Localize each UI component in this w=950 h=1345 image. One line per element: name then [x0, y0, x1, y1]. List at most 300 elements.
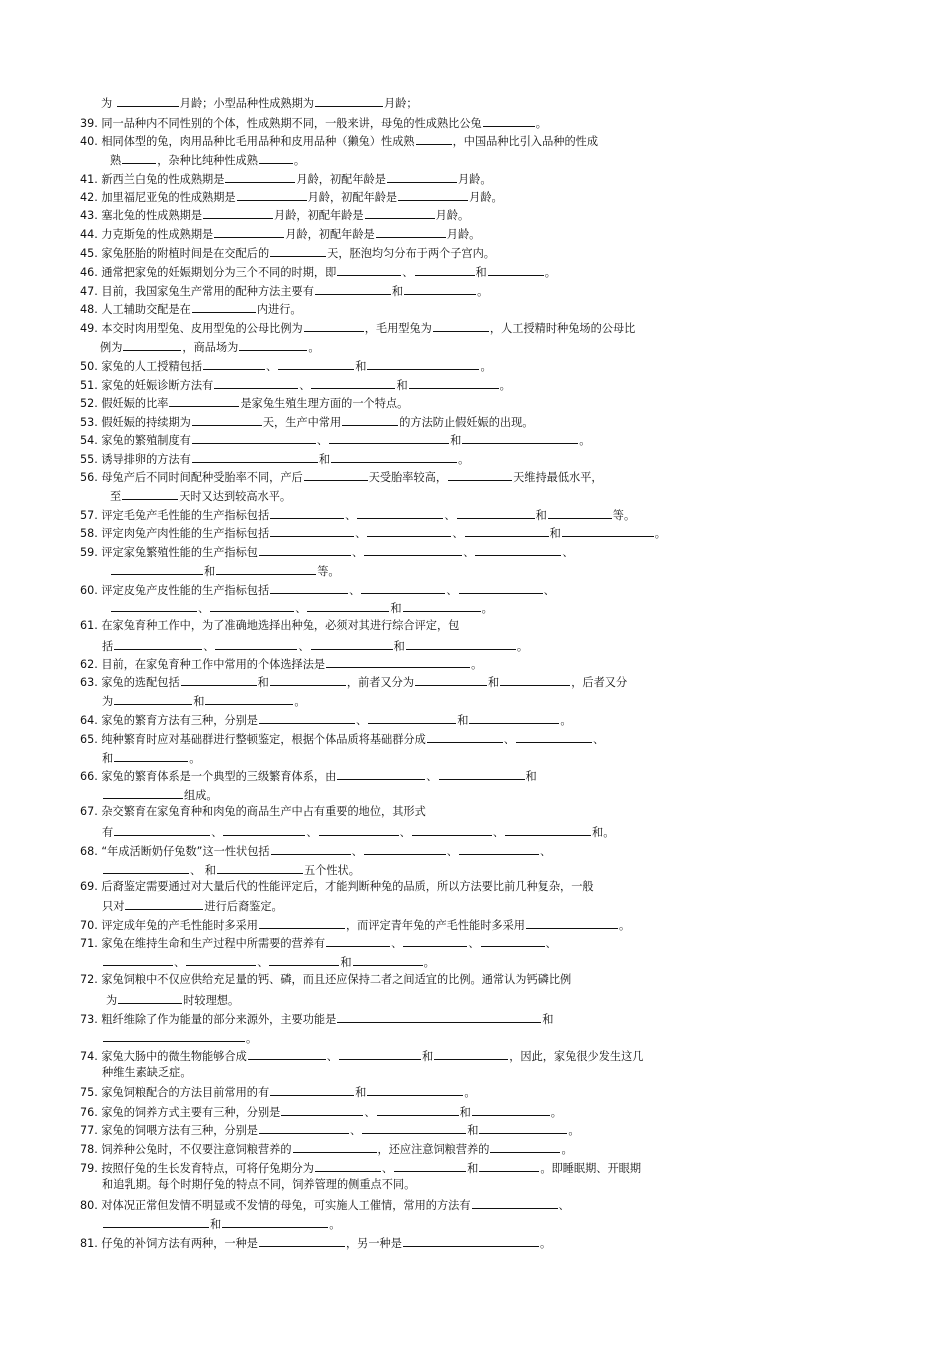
- question-text: ，而评定青年兔的产毛性能时多采用: [345, 919, 525, 932]
- question-text: 。: [516, 640, 529, 653]
- question-text: 54. 家兔的繁殖制度有: [80, 434, 191, 447]
- answer-blank[interactable]: [237, 189, 307, 201]
- question-line: [80, 320, 635, 336]
- question-line: [80, 189, 503, 205]
- answer-blank[interactable]: [259, 712, 355, 724]
- question-text: 和: [318, 453, 331, 466]
- question-line: [80, 451, 469, 467]
- question-text: 。: [477, 285, 489, 298]
- question-text: 、: [463, 546, 475, 559]
- answer-blank[interactable]: [186, 954, 256, 966]
- question-text: 、: [299, 379, 311, 392]
- question-text: 69. 后裔鉴定需要通过对大量后代的性能评定后，才能判断种兔的品质，所以方法要比前几种复杂，一般: [80, 880, 594, 893]
- answer-blank[interactable]: [394, 1160, 466, 1172]
- question-text: 天，胚泡均匀分布于两个子宫内。: [327, 247, 495, 260]
- question-line: [110, 563, 340, 579]
- question-line: [80, 656, 482, 672]
- question-line: [80, 880, 594, 894]
- question-text: 为: [102, 695, 114, 708]
- answer-blank[interactable]: [122, 152, 156, 164]
- question-line: [102, 1216, 340, 1232]
- answer-blank[interactable]: [457, 507, 535, 519]
- answer-blank[interactable]: [270, 1084, 354, 1096]
- question-text: 和: [396, 379, 408, 392]
- answer-blank[interactable]: [259, 1122, 349, 1134]
- question-line: [80, 805, 426, 819]
- question-text: 。: [471, 658, 483, 671]
- question-text: 49. 本交时肉用型兔、皮用型兔的公母比例为: [80, 322, 303, 335]
- question-text: 、: [349, 1124, 362, 1137]
- question-text: 、: [349, 584, 361, 597]
- question-text: 月龄。: [446, 228, 481, 241]
- answer-blank[interactable]: [114, 824, 210, 836]
- question-text: 70. 评定成年兔的产毛性能时多采用: [80, 919, 258, 932]
- answer-blank[interactable]: [459, 843, 539, 855]
- question-text: 和: [467, 1124, 479, 1137]
- question-line: [80, 1197, 570, 1213]
- question-line: [80, 582, 555, 598]
- question-line: [80, 1235, 551, 1251]
- answer-blank[interactable]: [259, 544, 351, 556]
- question-text: 、: [355, 527, 367, 540]
- answer-blank[interactable]: [367, 1084, 463, 1096]
- answer-blank[interactable]: [412, 824, 492, 836]
- answer-blank[interactable]: [403, 600, 481, 612]
- answer-blank[interactable]: [472, 1104, 550, 1116]
- answer-blank[interactable]: [337, 1011, 541, 1023]
- answer-blank[interactable]: [488, 264, 544, 276]
- answer-blank[interactable]: [483, 115, 535, 127]
- question-text: 、: [452, 527, 464, 540]
- answer-blank[interactable]: [331, 451, 457, 463]
- question-text: ，因此，家兔很少发生这几: [509, 1050, 644, 1063]
- question-text: 、: [174, 956, 186, 969]
- question-text: 和: [355, 1086, 367, 1099]
- answer-blank[interactable]: [304, 320, 364, 332]
- question-text: 、: [426, 770, 438, 783]
- answer-blank[interactable]: [269, 954, 339, 966]
- question-line: [80, 619, 459, 633]
- question-line: [102, 898, 283, 914]
- answer-blank[interactable]: [304, 469, 368, 481]
- answer-blank[interactable]: [270, 245, 326, 257]
- answer-blank[interactable]: [376, 226, 446, 238]
- question-text: 75. 家兔饲粮配合的方法目前常用的有: [80, 1086, 270, 1099]
- question-text: 、: [468, 937, 480, 950]
- question-text: 。: [539, 1237, 552, 1250]
- answer-blank[interactable]: [293, 1141, 377, 1153]
- question-text: 月龄。: [435, 209, 470, 222]
- question-text: 、: [355, 714, 368, 727]
- answer-blank[interactable]: [214, 377, 298, 389]
- question-text: 、: [562, 546, 574, 559]
- question-text: 、: [326, 1050, 338, 1063]
- question-text: 。: [619, 919, 631, 932]
- question-text: 和: [422, 1050, 434, 1063]
- answer-blank[interactable]: [500, 674, 570, 686]
- question-text: 55. 诱导排卵的方法有: [80, 453, 191, 466]
- question-text: 77. 家兔的饲喂方法有三种，分别是: [80, 1124, 258, 1137]
- question-line: [102, 1030, 257, 1046]
- question-text: 59. 评定家兔繁殖性能的生产指标包: [80, 546, 258, 559]
- question-text: ，商品场为: [182, 341, 239, 354]
- question-line: [110, 600, 493, 616]
- question-line: [80, 973, 571, 987]
- question-text: 、: [257, 956, 269, 969]
- question-text: 、: [492, 826, 505, 839]
- question-text: 73. 粗纤维除了作为能量的部分来源外，主要功能是: [80, 1013, 337, 1026]
- question-text: 内进行。: [256, 303, 302, 316]
- question-text: 、: [446, 584, 458, 597]
- question-line: [80, 917, 630, 933]
- question-text: 、: [351, 845, 363, 858]
- answer-blank[interactable]: [118, 992, 182, 1004]
- question-text: 括: [102, 640, 114, 653]
- answer-blank[interactable]: [114, 750, 188, 762]
- answer-blank[interactable]: [270, 674, 346, 686]
- question-line: [80, 432, 590, 448]
- question-text: 种维生素缺乏症。: [102, 1066, 192, 1079]
- answer-blank[interactable]: [117, 95, 179, 107]
- question-text: 和: [542, 1013, 554, 1026]
- question-text: 和: [467, 1162, 479, 1175]
- question-text: 、: [446, 845, 458, 858]
- answer-blank[interactable]: [462, 432, 578, 444]
- question-text: 60. 评定皮兔产皮性能的生产指标包括: [80, 584, 270, 597]
- answer-blank[interactable]: [362, 1122, 466, 1134]
- answer-blank[interactable]: [278, 358, 354, 370]
- answer-blank[interactable]: [203, 207, 273, 219]
- answer-blank[interactable]: [548, 507, 612, 519]
- answer-blank[interactable]: [367, 358, 479, 370]
- answer-blank[interactable]: [125, 898, 203, 910]
- question-line: [102, 824, 614, 840]
- question-line: [80, 283, 488, 299]
- question-text: 、: [402, 266, 414, 279]
- question-text: 、: [316, 434, 329, 447]
- question-text: 53. 假妊娠的持续期为: [80, 416, 191, 429]
- question-text: 。: [464, 1086, 476, 1099]
- question-text: 和: [393, 640, 405, 653]
- question-text: 41. 新西兰白兔的性成熟期是: [80, 173, 225, 186]
- question-text: 71. 家兔在维持生命和生产过程中所需要的营养有: [80, 937, 326, 950]
- question-text: 67. 杂交繁育在家兔育种和肉兔的商品生产中占有重要的地位，其形式: [80, 805, 426, 818]
- question-line: [80, 414, 533, 430]
- answer-blank[interactable]: [114, 638, 202, 650]
- answer-blank[interactable]: [192, 451, 318, 463]
- question-text: 58. 评定肉兔产肉性能的生产指标包括: [80, 527, 270, 540]
- answer-blank[interactable]: [479, 1160, 539, 1172]
- answer-blank[interactable]: [364, 544, 462, 556]
- question-text: ，毛用型兔为: [364, 322, 432, 335]
- question-text: 。: [603, 826, 615, 839]
- answer-blank[interactable]: [403, 935, 467, 947]
- question-text: 。: [294, 695, 306, 708]
- answer-blank[interactable]: [368, 712, 456, 724]
- question-line: [80, 731, 604, 747]
- answer-blank[interactable]: [415, 674, 487, 686]
- answer-blank[interactable]: [315, 95, 383, 107]
- question-text: 和: [457, 714, 469, 727]
- answer-blank[interactable]: [248, 1048, 326, 1060]
- answer-blank[interactable]: [361, 582, 445, 594]
- question-line: [80, 1104, 562, 1120]
- question-text: 月龄，初配年龄是: [285, 228, 375, 241]
- question-line: [102, 750, 200, 766]
- answer-blank[interactable]: [123, 339, 181, 351]
- question-line: [102, 862, 360, 878]
- question-text: ，还应注意饲粮营养的: [377, 1143, 490, 1156]
- question-text: 月龄，初配年龄是: [274, 209, 364, 222]
- question-text: ，后者又分: [571, 676, 628, 689]
- question-text: ，另一种是: [345, 1237, 402, 1250]
- answer-blank[interactable]: [406, 638, 516, 650]
- question-line: [100, 339, 320, 355]
- answer-blank[interactable]: [103, 1216, 209, 1228]
- answer-blank[interactable]: [225, 171, 295, 183]
- question-text: 至: [110, 490, 122, 503]
- answer-blank[interactable]: [223, 824, 305, 836]
- question-text: 、: [345, 509, 357, 522]
- question-line: [80, 115, 547, 131]
- question-text: 63. 家兔的选配包括: [80, 676, 180, 689]
- question-text: 45. 家兔胚胎的附植时间是在交配后的: [80, 247, 270, 260]
- answer-blank[interactable]: [311, 638, 393, 650]
- answer-blank[interactable]: [505, 824, 591, 836]
- question-line: [80, 395, 408, 411]
- question-text: 和: [390, 602, 402, 615]
- question-text: 。: [423, 956, 435, 969]
- answer-blank[interactable]: [526, 917, 618, 929]
- answer-blank[interactable]: [239, 339, 307, 351]
- answer-blank[interactable]: [270, 582, 348, 594]
- question-text: 和: [257, 676, 269, 689]
- answer-blank[interactable]: [439, 768, 525, 780]
- question-line: [102, 787, 218, 803]
- question-line: [80, 469, 603, 485]
- answer-blank[interactable]: [103, 954, 173, 966]
- question-text: 进行后裔鉴定。: [204, 900, 283, 913]
- question-line: [80, 712, 572, 728]
- answer-blank[interactable]: [222, 1216, 328, 1228]
- question-line: [102, 1066, 192, 1080]
- answer-blank[interactable]: [448, 469, 512, 481]
- question-text: 。: [480, 360, 492, 373]
- question-text: ，前者又分为: [346, 676, 415, 689]
- question-text: 和: [535, 509, 547, 522]
- answer-blank[interactable]: [210, 600, 294, 612]
- question-text: 、: [351, 546, 364, 559]
- question-text: 、: [198, 602, 210, 615]
- answer-blank[interactable]: [479, 1122, 567, 1134]
- answer-blank[interactable]: [205, 693, 293, 705]
- answer-blank[interactable]: [387, 171, 457, 183]
- question-line: [80, 301, 302, 317]
- question-text: 。: [550, 1106, 562, 1119]
- question-text: 和: [204, 565, 216, 578]
- answer-blank[interactable]: [259, 152, 293, 164]
- answer-blank[interactable]: [319, 824, 399, 836]
- question-text: 、: [364, 1106, 376, 1119]
- question-text: 。: [308, 341, 320, 354]
- answer-blank[interactable]: [364, 843, 446, 855]
- answer-blank[interactable]: [562, 525, 654, 537]
- question-text: 、: [203, 640, 215, 653]
- question-text: 。: [499, 379, 511, 392]
- answer-blank[interactable]: [398, 189, 468, 201]
- question-text: 68. “年成活断奶仔兔数”这一性状包括: [80, 845, 270, 858]
- answer-blank[interactable]: [281, 1104, 363, 1116]
- question-line: [80, 1122, 580, 1138]
- question-text: 例为: [100, 341, 123, 354]
- answer-blank[interactable]: [416, 133, 452, 145]
- answer-blank[interactable]: [270, 525, 354, 537]
- question-line: [80, 507, 635, 523]
- answer-blank[interactable]: [103, 787, 183, 799]
- answer-blank[interactable]: [315, 1160, 381, 1172]
- question-line: [102, 954, 435, 970]
- question-text: 月龄。: [457, 173, 492, 186]
- answer-blank[interactable]: [111, 563, 203, 575]
- answer-blank[interactable]: [217, 862, 303, 874]
- question-text: 。: [560, 714, 572, 727]
- answer-blank[interactable]: [516, 731, 592, 743]
- answer-blank[interactable]: [357, 507, 443, 519]
- answer-blank[interactable]: [169, 395, 239, 407]
- answer-blank[interactable]: [326, 656, 470, 668]
- question-text: 等。: [612, 509, 636, 522]
- answer-blank[interactable]: [192, 301, 256, 313]
- question-line: [102, 693, 306, 709]
- question-text: 月龄，初配年龄是: [307, 191, 398, 204]
- question-line: [102, 638, 528, 654]
- answer-blank[interactable]: [215, 638, 297, 650]
- question-text: 、: [295, 602, 307, 615]
- question-text: 72. 家兔饲粮中不仅应供给充足量的钙、磷，而且还应保持二者之间适宜的比例。通常认为钙磷比例: [80, 973, 572, 986]
- question-line: [80, 171, 492, 187]
- answer-blank[interactable]: [415, 264, 475, 276]
- answer-blank[interactable]: [433, 320, 489, 332]
- answer-blank[interactable]: [353, 954, 423, 966]
- question-text: 、: [211, 826, 223, 839]
- answer-blank[interactable]: [307, 600, 389, 612]
- question-line: [110, 488, 291, 504]
- question-text: 、: [298, 640, 310, 653]
- question-text: 、: [306, 826, 318, 839]
- answer-blank[interactable]: [469, 712, 559, 724]
- question-text: 、: [266, 360, 278, 373]
- question-line: [110, 152, 305, 168]
- question-text: 只对: [102, 900, 125, 913]
- answer-blank[interactable]: [270, 507, 344, 519]
- answer-blank[interactable]: [367, 525, 451, 537]
- answer-blank[interactable]: [259, 917, 345, 929]
- question-text: 56. 母兔产后不同时间配种受胎率不同，产后: [80, 471, 303, 484]
- answer-blank[interactable]: [181, 674, 257, 686]
- answer-blank[interactable]: [342, 414, 398, 426]
- question-line: [80, 1011, 554, 1027]
- question-text: 和: [592, 826, 604, 839]
- answer-blank[interactable]: [459, 582, 543, 594]
- question-text: 和: [459, 1106, 471, 1119]
- question-text: 和: [475, 266, 487, 279]
- answer-blank[interactable]: [103, 862, 189, 874]
- question-text: 44. 力克斯兔的性成熟期是: [80, 228, 214, 241]
- answer-blank[interactable]: [122, 488, 178, 500]
- answer-blank[interactable]: [203, 358, 265, 370]
- answer-blank[interactable]: [103, 1030, 245, 1042]
- question-text: 和: [102, 752, 114, 765]
- question-text: 57. 评定毛兔产毛性能的生产指标包括: [80, 509, 270, 522]
- question-text: 、: [543, 584, 555, 597]
- answer-blank[interactable]: [214, 226, 284, 238]
- question-line: [80, 226, 480, 242]
- question-text: 。: [246, 1032, 258, 1045]
- answer-blank[interactable]: [111, 600, 197, 612]
- question-text: 76. 家兔的饲养方式主要有三种，分别是: [80, 1106, 281, 1119]
- question-text: 和: [210, 1218, 222, 1231]
- answer-blank[interactable]: [365, 207, 435, 219]
- question-text: 等。: [317, 565, 340, 578]
- question-text: 、: [593, 733, 605, 746]
- answer-blank[interactable]: [271, 843, 351, 855]
- answer-blank[interactable]: [481, 935, 545, 947]
- question-text: 和: [525, 770, 537, 783]
- answer-blank[interactable]: [337, 768, 425, 780]
- question-line: [80, 1084, 476, 1100]
- question-line: [80, 843, 551, 859]
- answer-blank[interactable]: [434, 1048, 508, 1060]
- answer-blank[interactable]: [192, 414, 262, 426]
- question-text: ，人工授精时种兔场的公母比: [489, 322, 636, 335]
- question-text: 50. 家兔的人工授精包括: [80, 360, 203, 373]
- answer-blank[interactable]: [337, 264, 401, 276]
- question-text: 。: [329, 1218, 341, 1231]
- question-text: 、: [399, 826, 411, 839]
- question-text: 。: [293, 154, 306, 167]
- answer-blank[interactable]: [472, 1197, 558, 1209]
- question-text: 和: [488, 676, 500, 689]
- answer-blank[interactable]: [329, 432, 449, 444]
- answer-blank[interactable]: [339, 1048, 421, 1060]
- question-text: 时较理想。: [183, 994, 240, 1007]
- answer-blank[interactable]: [475, 544, 561, 556]
- answer-blank[interactable]: [326, 935, 390, 947]
- answer-blank[interactable]: [259, 1235, 345, 1247]
- answer-blank[interactable]: [403, 1235, 539, 1247]
- answer-blank[interactable]: [311, 377, 395, 389]
- answer-blank[interactable]: [490, 1141, 560, 1153]
- question-text: 。: [561, 1143, 573, 1156]
- answer-blank[interactable]: [192, 432, 316, 444]
- answer-blank[interactable]: [114, 693, 192, 705]
- question-text: 66. 家兔的繁育体系是一个典型的三级繁育体系，由: [80, 770, 337, 783]
- answer-blank[interactable]: [404, 283, 476, 295]
- question-text: 、: [539, 845, 552, 858]
- answer-blank[interactable]: [216, 563, 316, 575]
- question-text: 月龄；: [384, 97, 418, 110]
- question-text: 为: [106, 994, 118, 1007]
- answer-blank[interactable]: [427, 731, 503, 743]
- question-text: 。: [458, 453, 470, 466]
- answer-blank[interactable]: [377, 1104, 459, 1116]
- question-line: [80, 544, 574, 560]
- answer-blank[interactable]: [315, 283, 391, 295]
- question-text: 51. 家兔的妊娠诊断方法有: [80, 379, 214, 392]
- question-line: [80, 1160, 641, 1176]
- answer-blank[interactable]: [409, 377, 499, 389]
- answer-blank[interactable]: [465, 525, 549, 537]
